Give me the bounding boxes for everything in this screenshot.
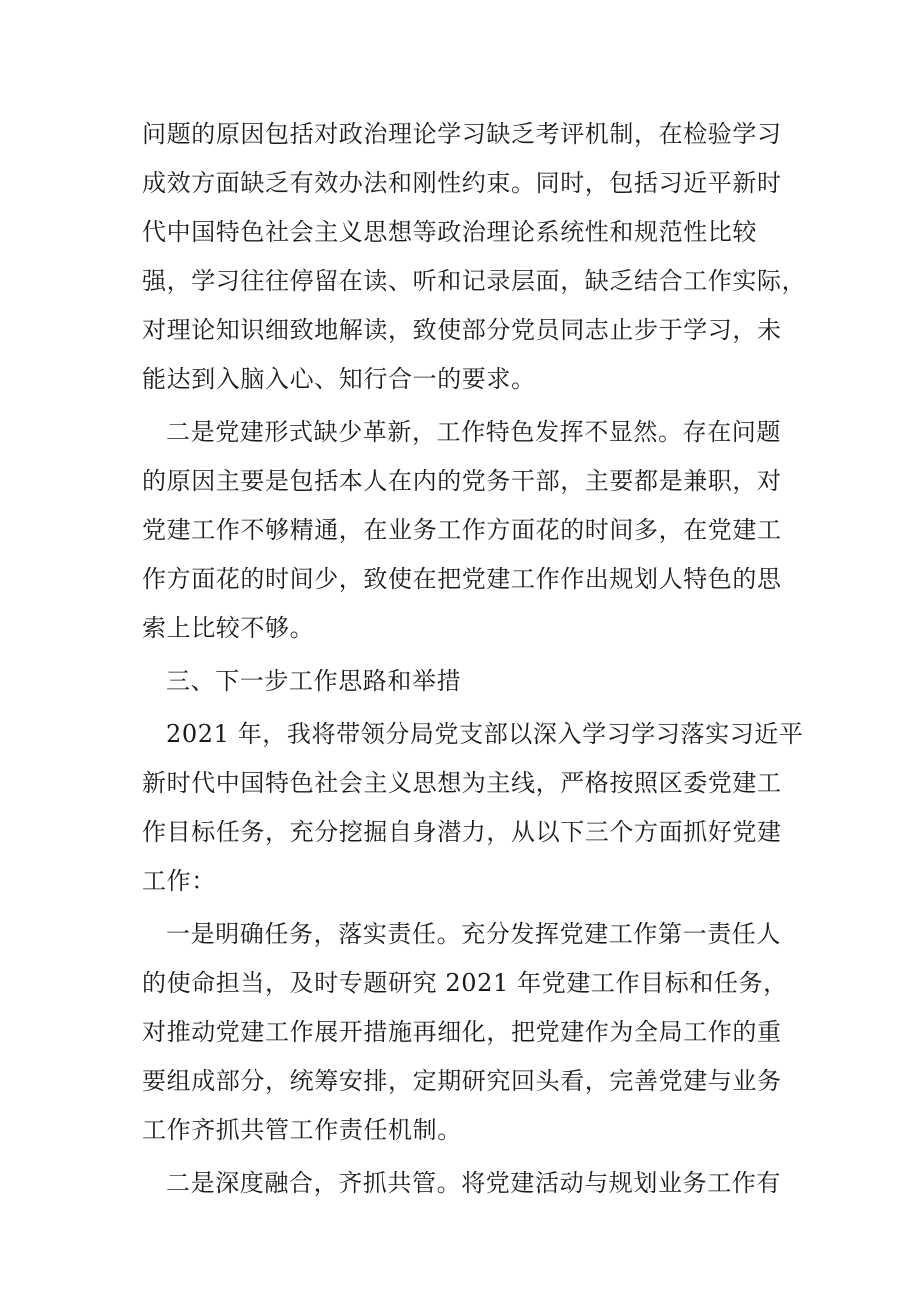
text-line: 对理论知识细致地解读，致使部分党员同志止步于学习，未 [142,316,782,344]
text-line: 成效方面缺乏有效办法和刚性约束。同时，包括习近平新时 [142,169,782,197]
paragraph-start-line: 2021 年，我将带领分局党支部以深入学习学习落实习近平 [166,720,804,748]
text-line: 的原因主要是包括本人在内的党务干部，主要都是兼职，对 [142,467,782,495]
section-heading: 三、下一步工作思路和举措 [166,667,462,695]
paragraph-start-line: 二是深度融合，齐抓共管。将党建活动与规划业务工作有 [166,1169,781,1197]
text-line: 能达到入脑入心、知行合一的要求。 [142,365,536,393]
text-line: 党建工作不够精通，在业务工作方面花的时间多，在党建工 [142,516,782,544]
text-line: 作方面花的时间少，致使在把党建工作作出规划人特色的思 [142,565,782,593]
text-line: 作目标任务，充分挖掘自身潜力，从以下三个方面抓好党建 [142,818,782,846]
text-line: 强，学习往往停留在读、听和记录层面，缺乏结合工作实际， [142,267,807,295]
text-line: 索上比较不够。 [142,614,315,642]
paragraph-start-line: 一是明确任务，落实责任。充分发挥党建工作第一责任人 [166,920,781,948]
paragraph-start-line: 二是党建形式缺少革新，工作特色发挥不显然。存在问题 [166,418,781,446]
text-line: 对推动党建工作展开措施再细化，把党建作为全局工作的重 [142,1018,782,1046]
text-line: 问题的原因包括对政治理论学习缺乏考评机制，在检验学习 [142,120,782,148]
text-line: 新时代中国特色社会主义思想为主线，严格按照区委党建工 [142,769,782,797]
document-body [142,110,807,1208]
text-line: 的使命担当，及时专题研究 2021 年党建工作目标和任务， [142,969,788,997]
text-line: 要组成部分，统筹安排，定期研究回头看，完善党建与业务 [142,1067,782,1095]
text-line: 工作： [142,867,216,895]
text-line: 工作齐抓共管工作责任机制。 [142,1116,462,1144]
text-line: 代中国特色社会主义思想等政治理论系统性和规范性比较 [142,218,757,246]
